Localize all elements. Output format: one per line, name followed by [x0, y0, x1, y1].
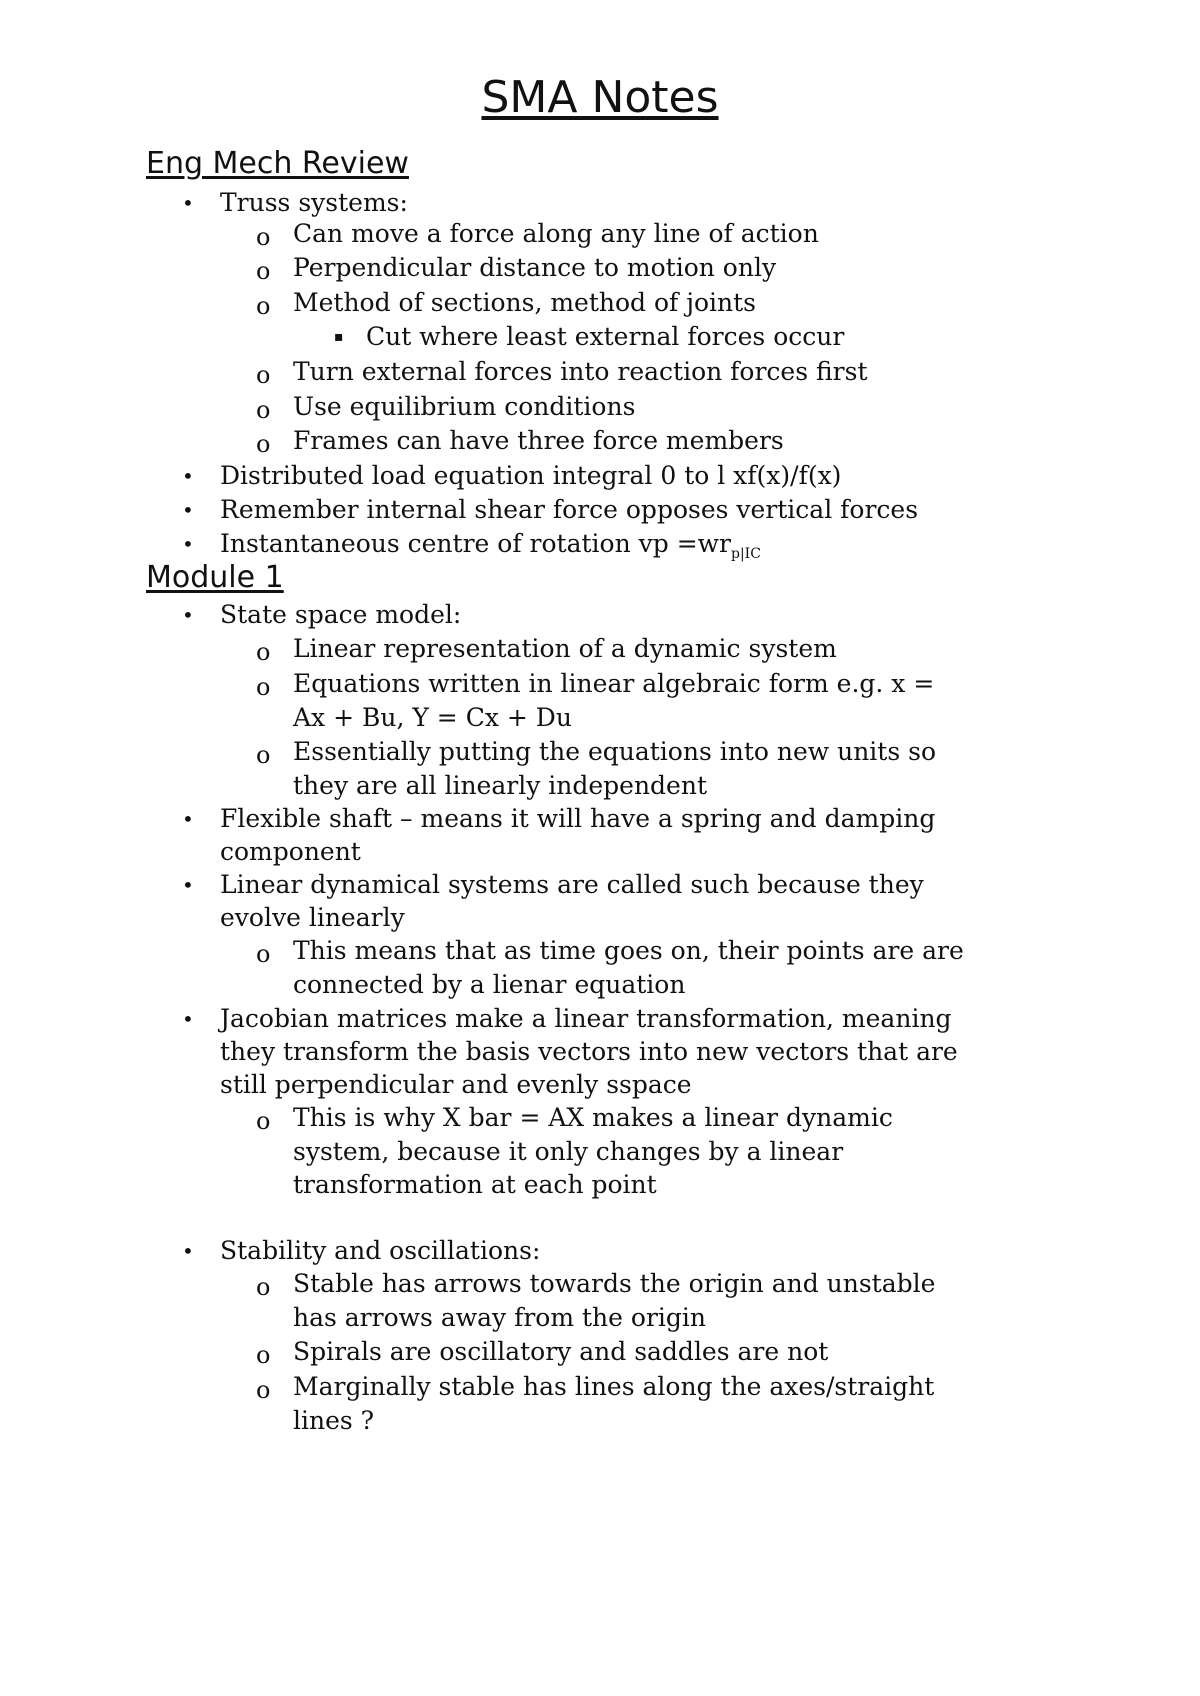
- list-item: Spirals are oscillatory and saddles are not: [293, 1337, 829, 1366]
- circle-bullet-icon: o: [256, 1107, 271, 1135]
- circle-bullet-icon: o: [256, 741, 271, 769]
- circle-bullet-icon: o: [256, 292, 271, 320]
- list-item: Can move a force along any line of action: [293, 219, 819, 248]
- list-item: Use equilibrium conditions: [293, 392, 636, 421]
- bullet-icon: •: [182, 603, 194, 627]
- circle-bullet-icon: o: [256, 638, 271, 666]
- list-item: Distributed load equation integral 0 to l xf(x)/f(x): [220, 461, 842, 490]
- circle-bullet-icon: o: [256, 940, 271, 968]
- list-item: Equations written in linear algebraic form e.g. x =: [293, 669, 935, 698]
- list-item-continuation: they transform the basis vectors into new vectors that are: [220, 1037, 958, 1066]
- bullet-icon: •: [182, 873, 194, 897]
- list-item: Truss systems:: [220, 188, 408, 217]
- list-item-continuation: transformation at each point: [293, 1170, 657, 1199]
- list-item-continuation: has arrows away from the origin: [293, 1303, 706, 1332]
- list-item-text: Instantaneous centre of rotation vp =wr: [220, 529, 731, 558]
- list-item: Remember internal shear force opposes vertical forces: [220, 495, 919, 524]
- list-item: State space model:: [220, 600, 462, 629]
- section-heading-module-1: Module 1: [146, 560, 284, 595]
- list-item: This means that as time goes on, their points are are: [293, 936, 964, 965]
- bullet-icon: •: [182, 1007, 194, 1031]
- list-item-continuation: they are all linearly independent: [293, 771, 708, 800]
- square-bullet-icon: ▪: [334, 329, 344, 345]
- list-item: Cut where least external forces occur: [366, 322, 845, 351]
- list-item: Perpendicular distance to motion only: [293, 253, 777, 282]
- circle-bullet-icon: o: [256, 1341, 271, 1369]
- circle-bullet-icon: o: [256, 1376, 271, 1404]
- list-item: [220, 527, 761, 571]
- list-item-continuation: Ax + Bu, Y = Cx + Du: [293, 703, 572, 732]
- list-item-continuation: lines ?: [293, 1406, 375, 1435]
- list-item: Jacobian matrices make a linear transformation, meaning: [220, 1004, 952, 1033]
- circle-bullet-icon: o: [256, 673, 271, 701]
- bullet-icon: •: [182, 532, 194, 556]
- bullet-icon: •: [182, 191, 194, 215]
- section-heading-eng-mech-review: Eng Mech Review: [146, 146, 409, 181]
- list-item: Stable has arrows towards the origin and unstable: [293, 1269, 936, 1298]
- subscript: p|IC: [731, 546, 761, 562]
- list-item: Stability and oscillations:: [220, 1236, 541, 1265]
- bullet-icon: •: [182, 1239, 194, 1263]
- circle-bullet-icon: o: [256, 361, 271, 389]
- list-item: Method of sections, method of joints: [293, 288, 757, 317]
- circle-bullet-icon: o: [256, 257, 271, 285]
- list-item: Linear dynamical systems are called such because they: [220, 870, 924, 899]
- list-item-continuation: component: [220, 837, 361, 866]
- list-item: Essentially putting the equations into new units so: [293, 737, 937, 766]
- page-title: SMA Notes: [481, 72, 719, 123]
- circle-bullet-icon: o: [256, 430, 271, 458]
- circle-bullet-icon: o: [256, 1273, 271, 1301]
- list-item-continuation: system, because it only changes by a linear: [293, 1137, 844, 1166]
- bullet-icon: •: [182, 807, 194, 831]
- list-item: This is why X bar = AX makes a linear dynamic: [293, 1103, 893, 1132]
- list-item-continuation: evolve linearly: [220, 903, 405, 932]
- bullet-icon: •: [182, 464, 194, 488]
- circle-bullet-icon: o: [256, 396, 271, 424]
- list-item-continuation: still perpendicular and evenly sspace: [220, 1070, 692, 1099]
- list-item: Marginally stable has lines along the axes/straight: [293, 1372, 935, 1401]
- list-item: Linear representation of a dynamic system: [293, 634, 837, 663]
- list-item: Turn external forces into reaction forces first: [293, 357, 868, 386]
- circle-bullet-icon: o: [256, 223, 271, 251]
- list-item-continuation: connected by a lienar equation: [293, 970, 686, 999]
- list-item: Frames can have three force members: [293, 426, 784, 455]
- list-item: Flexible shaft – means it will have a spring and damping: [220, 804, 936, 833]
- bullet-icon: •: [182, 498, 194, 522]
